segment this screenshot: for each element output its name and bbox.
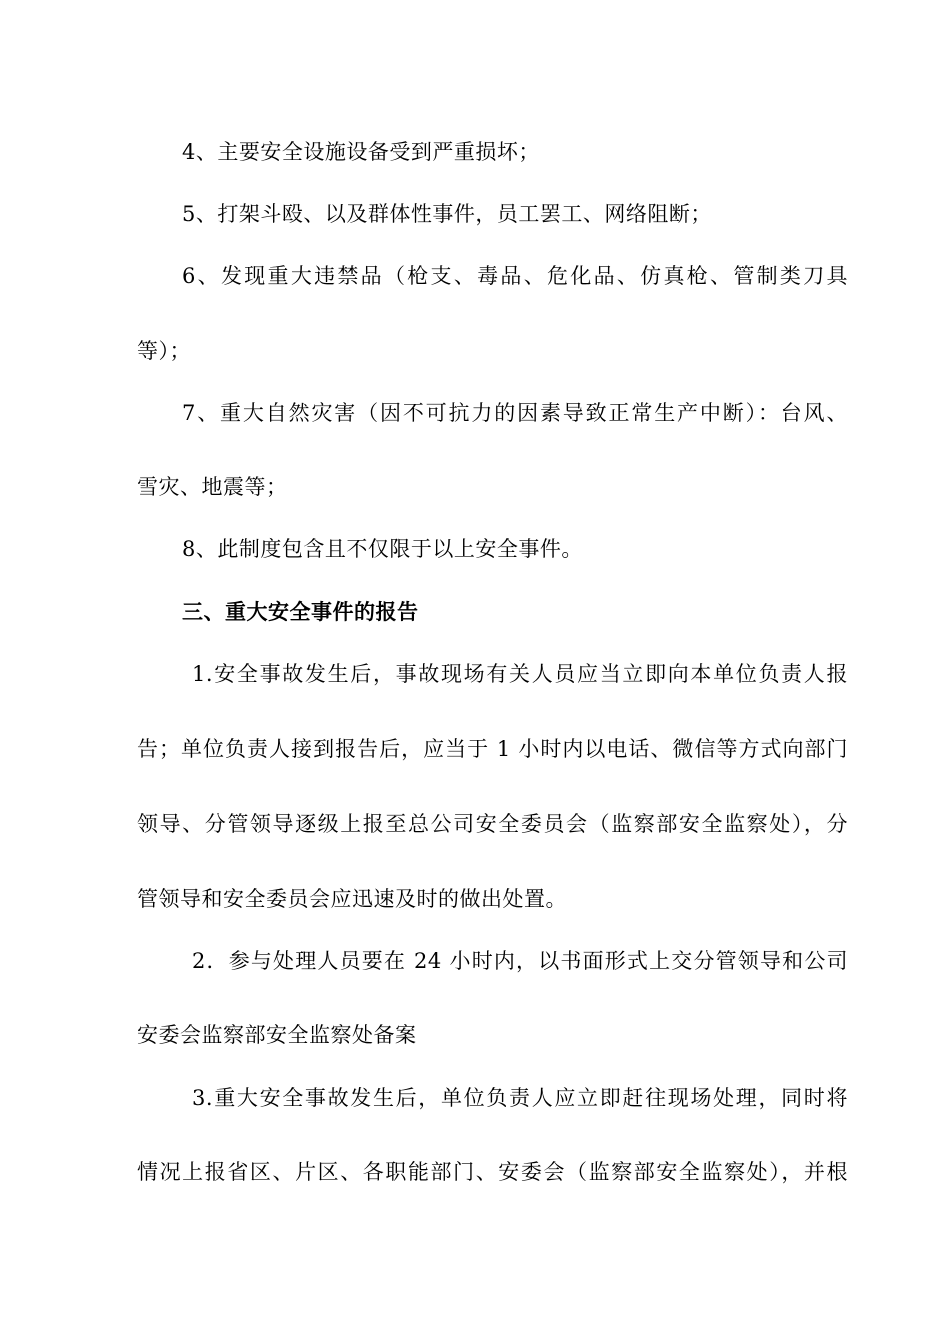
- list-item-6: 6、发现重大违禁品（枪支、毒品、危化品、仿真枪、管制类刀具: [182, 264, 848, 288]
- paragraph-1-line-1: 1.安全事故发生后，事故现场有关人员应当立即向本单位负责人报: [192, 662, 848, 686]
- list-item-7-continued: 雪灾、地震等；: [137, 475, 288, 499]
- list-item-8: 8、此制度包含且不仅限于以上安全事件。: [182, 537, 583, 561]
- paragraph-2-line-2: 安委会监察部安全监察处备案: [137, 1023, 417, 1047]
- paragraph-3-line-1: 3.重大安全事故发生后，单位负责人应立即赶往现场处理，同时将: [192, 1086, 848, 1110]
- paragraph-1-line-3: 领导、分管领导逐级上报至总公司安全委员会（监察部安全监察处），分: [137, 812, 848, 836]
- paragraph-1-line-2: 告；单位负责人接到报告后，应当于 1 小时内以电话、微信等方式向部门: [137, 737, 848, 761]
- section-heading: 三、重大安全事件的报告: [182, 599, 419, 624]
- paragraph-3-line-2: 情况上报省区、片区、各职能部门、安委会（监察部安全监察处），并根: [137, 1160, 848, 1184]
- list-item-7: 7、重大自然灾害（因不可抗力的因素导致正常生产中断）：台风、: [182, 401, 848, 425]
- paragraph-2-line-1: 2．参与处理人员要在 24 小时内，以书面形式上交分管领导和公司: [192, 949, 848, 973]
- list-item-4: 4、主要安全设施设备受到严重损坏；: [182, 140, 540, 164]
- list-item-6-continued: 等）；: [137, 339, 191, 363]
- paragraph-1-line-4: 管领导和安全委员会应迅速及时的做出处置。: [137, 887, 567, 911]
- list-item-5: 5、打架斗殴、以及群体性事件，员工罢工、网络阻断；: [182, 202, 712, 226]
